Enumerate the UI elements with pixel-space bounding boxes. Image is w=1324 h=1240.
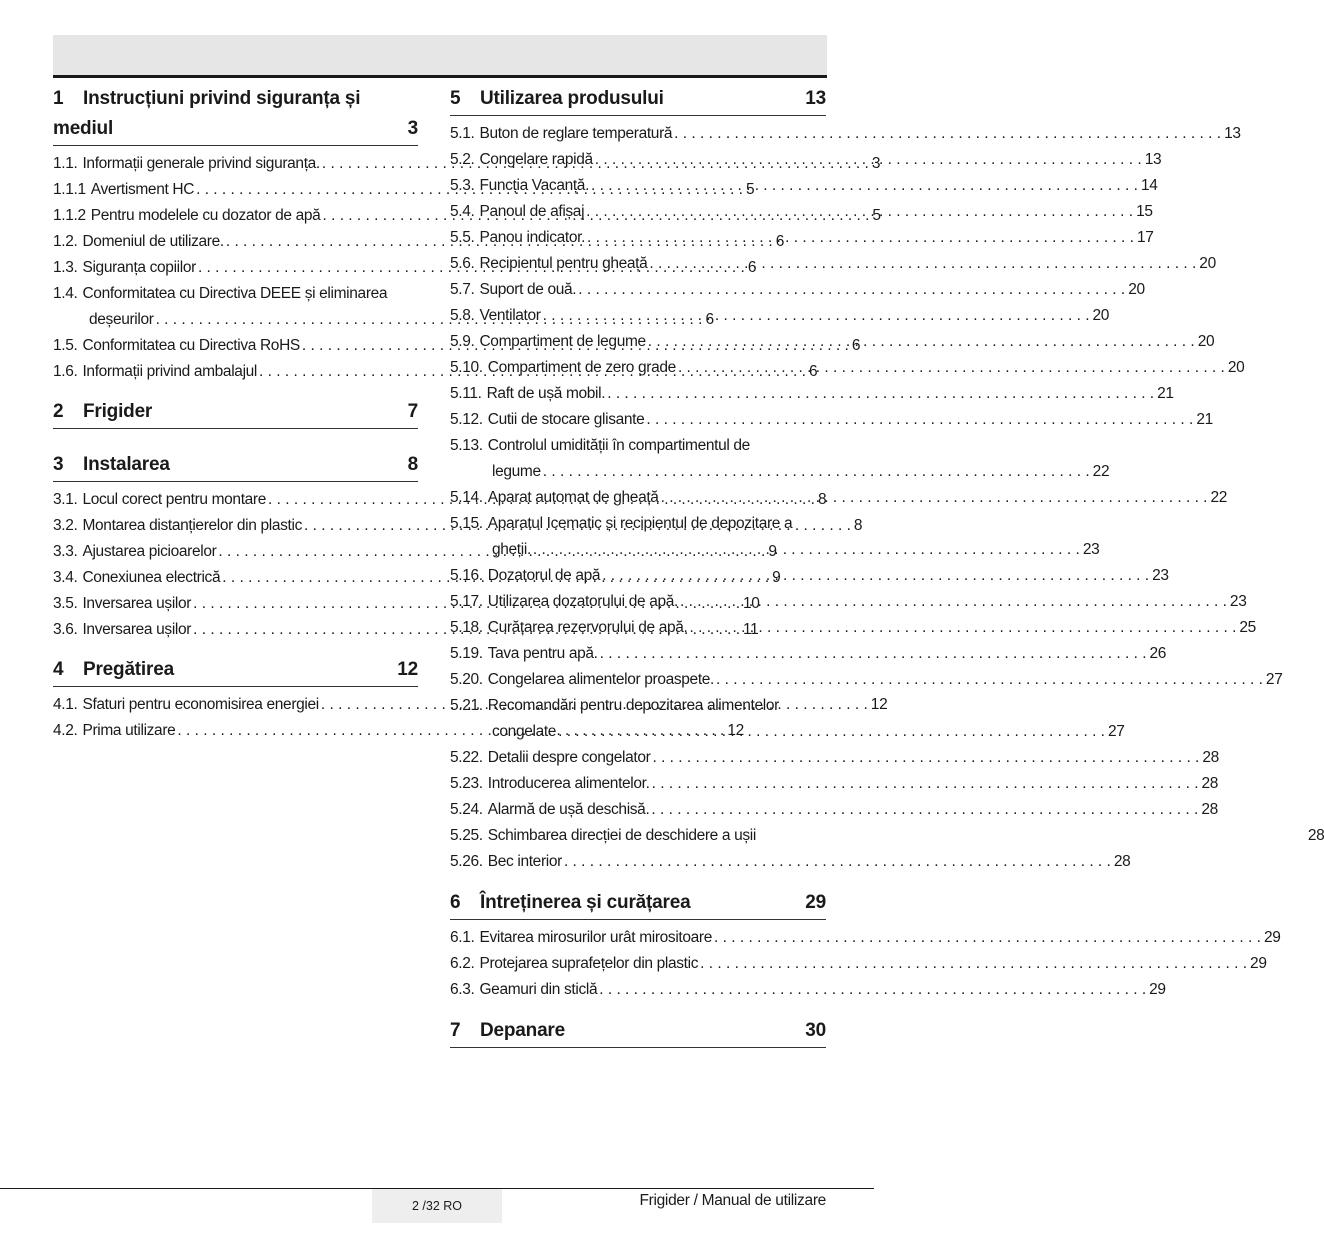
toc-entry[interactable] [450, 355, 1245, 381]
toc-entry[interactable] [450, 173, 1158, 199]
toc-entry-number: 5.4. [450, 203, 475, 220]
toc-entry-page: 22 [1210, 489, 1228, 506]
toc-entry-text: Raft de ușă mobil. [486, 385, 606, 402]
toc-entry-number: 5.13. [450, 437, 483, 454]
toc-section-heading[interactable] [450, 888, 826, 920]
toc-section-number: 4 [53, 659, 64, 680]
toc-entry-number: 5.25. [450, 827, 483, 844]
toc-entry-text: Congelarea alimentelor proaspete. [487, 671, 714, 688]
toc-section-heading-line [53, 84, 418, 114]
toc-entry-page: 20 [1128, 281, 1145, 298]
toc-entry-page: 12 [870, 696, 888, 713]
toc-entry-number: 6.3. [450, 981, 475, 998]
toc-entry-page: 22 [1092, 463, 1110, 480]
toc-entry-number: 5.1. [450, 125, 475, 142]
toc-entry-page: 28 [1201, 801, 1218, 818]
toc-entry-number: 1.6. [53, 363, 78, 380]
toc-dot-leader [649, 797, 1201, 823]
toc-entry-text-continued: legume [492, 463, 541, 480]
toc-dot-leader [585, 225, 1137, 251]
toc-entry-page: 20 [1197, 333, 1215, 350]
toc-dot-leader [589, 173, 1141, 199]
toc-entry-page: 28 [1201, 775, 1219, 792]
toc-section-title: Instrucțiuni privind siguranța și [83, 88, 361, 109]
toc-entry[interactable] [450, 147, 1162, 173]
toc-dot-leader [562, 849, 1114, 875]
toc-entry-page: 20 [1199, 255, 1216, 272]
toc-entry-text: Controlul umidității în compartimentul de [487, 437, 750, 454]
toc-entry[interactable] [450, 329, 1215, 355]
toc-dot-leader [650, 745, 1202, 771]
toc-entry-text: Panou indicator. [479, 229, 586, 246]
toc-entry[interactable] [450, 225, 1154, 251]
toc-entry-text: Avertisment HC [90, 181, 195, 198]
toc-dot-leader [712, 925, 1264, 951]
toc-section-heading[interactable] [53, 450, 418, 482]
toc-entry-page: 23 [1152, 567, 1169, 584]
toc-entry-page: 6 [705, 311, 714, 328]
toc-entry[interactable] [450, 511, 1100, 563]
toc-entry-text: Aparat automat de gheață [487, 489, 659, 506]
toc-entry-text: Sfaturi pentru economisirea energiei [82, 696, 319, 713]
toc-entry-number: 6.2. [450, 955, 475, 972]
toc-entry[interactable] [450, 251, 1216, 277]
toc-entry-number: 1.5. [53, 337, 78, 354]
toc-dot-leader [598, 641, 1150, 667]
toc-section-number: 1 [53, 88, 64, 109]
toc-entry-number: 5.5. [450, 229, 475, 246]
toc-entry-text: Conformitatea cu Directiva RoHS [82, 337, 300, 354]
toc-entry-line [450, 719, 1125, 745]
toc-entry[interactable] [450, 745, 1219, 771]
toc-entry-number: 1.2. [53, 233, 78, 250]
toc-entry-page: 26 [1149, 645, 1167, 662]
toc-entry-number: 3.6. [53, 621, 78, 638]
toc-dot-leader [644, 407, 1196, 433]
toc-entry-page: 14 [1140, 177, 1158, 194]
toc-section-number: 6 [450, 892, 461, 913]
toc-entry-number: 5.8. [450, 307, 475, 324]
toc-section-heading[interactable] [450, 84, 826, 116]
toc-entry-number: 1.1. [53, 155, 78, 172]
toc-dot-leader [541, 303, 1093, 329]
toc-entry-text: Siguranța copiilor [82, 259, 196, 276]
toc-entry-text: Detalii despre congelator [487, 749, 651, 766]
toc-entry-text: Locul corect pentru montare [82, 491, 267, 508]
toc-entry-page: 6 [808, 363, 818, 380]
toc-entry-page: 28 [1113, 853, 1131, 870]
toc-dot-leader [584, 199, 1136, 225]
toc-entry-number: 1.1.1 [53, 181, 86, 198]
toc-dot-leader [576, 277, 1128, 303]
toc-entry-line [450, 459, 1110, 485]
toc-entry-text: Curățarea rezervorului de apă. [487, 619, 688, 636]
toc-entry-number: 5.21. [450, 697, 483, 714]
toc-entry-text: Introducerea alimentelor. [487, 775, 650, 792]
toc-entry-page: 13 [1144, 151, 1162, 168]
toc-section-heading[interactable] [450, 1016, 826, 1048]
toc-entry-text: Pentru modelele cu dozator de apă [90, 207, 321, 224]
toc-entry-number: 6.1. [450, 929, 475, 946]
toc-entry-text: Buton de reglare temperatură [479, 125, 673, 142]
toc-dot-leader [531, 537, 1083, 563]
toc-entry-number: 5.23. [450, 775, 483, 792]
toc-entry[interactable] [450, 303, 1110, 329]
toc-entry-number: 5.17. [450, 593, 483, 610]
toc-dot-leader [672, 121, 1224, 147]
toc-dot-leader [556, 719, 1108, 745]
toc-entry-text: Ajustarea picioarelor [82, 543, 217, 560]
toc-dot-leader [597, 977, 1149, 1003]
toc-dot-leader [676, 355, 1228, 381]
toc-entry-number: 5.16. [450, 567, 483, 584]
toc-section-title: Pregătirea [83, 659, 174, 680]
toc-entry-number: 5.26. [450, 853, 483, 870]
toc-entry-number: 3.1. [53, 491, 78, 508]
toc-entry[interactable] [450, 951, 1267, 977]
toc-entry-page: 27 [1265, 671, 1283, 688]
toc-right-column [450, 84, 1324, 1053]
toc-entry-page: 8 [853, 517, 863, 534]
toc-entry-page: 23 [1082, 541, 1100, 558]
toc-entry-number: 5.7. [450, 281, 475, 298]
toc-entry-page: 10 [743, 595, 760, 612]
toc-entry-page: 29 [1263, 929, 1281, 946]
toc-entry-text: Alarmă de ușă deschisă. [487, 801, 650, 818]
toc-entry-number: 5.19. [450, 645, 483, 662]
toc-entry-page: 9 [768, 543, 777, 560]
toc-entry-line [450, 537, 1100, 563]
toc-entry-number: 5.6. [450, 255, 475, 272]
toc-entry-number: 5.9. [450, 333, 475, 350]
toc-entry[interactable] [450, 925, 1281, 951]
toc-entry-number: 5.14. [450, 489, 483, 506]
toc-entry-text: Recomandări pentru depozitarea alimentelor [487, 697, 779, 714]
toc-section-title: Frigider [83, 401, 153, 422]
toc-entry[interactable] [450, 563, 1169, 589]
toc-entry-page: 13 [1224, 125, 1241, 142]
toc-entry-text: Conexiunea electrică [82, 569, 221, 586]
toc-entry-number: 5.20. [450, 671, 483, 688]
toc-entry-number: 1.4. [53, 285, 78, 302]
toc-entry[interactable] [450, 407, 1213, 433]
toc-entry-page: 6 [851, 337, 861, 354]
toc-entry-text: Schimbarea direcției de deschidere a ușii [487, 827, 756, 844]
toc-entry[interactable] [450, 667, 1283, 693]
toc-section-page: 7 [407, 401, 418, 422]
toc-dot-leader [600, 563, 1152, 589]
toc-entry-number: 1.3. [53, 259, 78, 276]
toc-entry-page: 11 [743, 621, 759, 638]
toc-entry-page: 23 [1229, 593, 1247, 610]
toc-entry-number: 4.2. [53, 722, 78, 739]
toc-entry[interactable] [450, 277, 1145, 303]
toc-dot-leader [647, 251, 1199, 277]
toc-dot-leader [659, 485, 1211, 511]
toc-section-page: 8 [407, 454, 418, 475]
toc-entry-text: Dozatorul de apă [487, 567, 601, 584]
toc-section-title: Utilizarea produsului [480, 88, 664, 109]
toc-entry[interactable] [450, 823, 1324, 849]
footer-document-title: Frigider / Manual de utilizare [639, 1192, 826, 1209]
toc-dot-leader [605, 381, 1157, 407]
toc-entry-number: 5.11. [450, 385, 482, 402]
toc-section-title: mediul [53, 118, 114, 139]
toc-section-number: 5 [450, 88, 461, 109]
toc-entry-page: 28 [1202, 749, 1219, 766]
toc-entry-number: 4.1. [53, 696, 78, 713]
toc-entry-number: 5.24. [450, 801, 483, 818]
toc-entry-number: 1.1.2 [53, 207, 86, 224]
toc-section-number: 3 [53, 454, 64, 475]
toc-section-page: 12 [397, 659, 418, 680]
toc-entry[interactable] [450, 849, 1131, 875]
toc-dot-leader [714, 667, 1266, 693]
toc-entry[interactable] [450, 121, 1241, 147]
toc-section-heading-line [53, 114, 418, 144]
toc-entry-page: 5 [872, 207, 881, 224]
toc-entry-text: Tava pentru apă. [487, 645, 598, 662]
toc-entry[interactable] [450, 797, 1218, 823]
toc-section-title: Instalarea [83, 454, 170, 475]
toc-entry-text: Domeniul de utilizare. [82, 233, 224, 250]
footer-page-number: 2 /32 RO [372, 1189, 502, 1223]
toc-entry-page: 20 [1092, 307, 1110, 324]
toc-section-title: Întreținerea și curățarea [480, 892, 691, 913]
toc-entry-number: 3.4. [53, 569, 78, 586]
toc-dot-leader [678, 589, 1230, 615]
toc-section-page: 30 [805, 1020, 826, 1041]
toc-entry-page: 29 [1250, 955, 1267, 972]
toc-dot-leader [687, 615, 1239, 641]
toc-entry-number: 3.3. [53, 543, 78, 560]
toc-section-heading[interactable] [53, 84, 418, 146]
toc-entry-text: Suport de ouă. [479, 281, 577, 298]
toc-entry-text: Panoul de afișaj [479, 203, 585, 220]
toc-entry-text: Recipientul pentru gheață [479, 255, 648, 272]
toc-entry-text: Compartiment de legume [479, 333, 646, 350]
toc-entry-text: Montarea distanțierelor din plastic [82, 517, 302, 534]
toc-dot-leader [541, 459, 1093, 485]
toc-entry-text: Geamuri din sticlă [479, 981, 598, 998]
toc-entry-page: 29 [1149, 981, 1166, 998]
toc-entry-text: Congelare rapidă [479, 151, 593, 168]
toc-entry-text: Bec interior [487, 853, 562, 870]
toc-entry-page: 12 [727, 722, 744, 739]
toc-entry-page: 9 [772, 569, 781, 586]
toc-entry-number: 5.12. [450, 411, 483, 428]
toc-entry[interactable] [450, 485, 1228, 511]
toc-entry-number: 5.22. [450, 749, 483, 766]
toc-section-heading[interactable] [53, 397, 418, 429]
toc-entry-page: 25 [1239, 619, 1256, 636]
toc-entry-text: Ventilator [479, 307, 541, 324]
toc-entry[interactable] [450, 641, 1167, 667]
toc-dot-leader [593, 147, 1145, 173]
toc-entry-line [450, 433, 826, 459]
toc-section-page: 3 [407, 118, 418, 139]
toc-entry-page: 27 [1108, 723, 1125, 740]
toc-entry-page: 17 [1136, 229, 1154, 246]
header-bar [53, 35, 827, 78]
toc-entry[interactable] [450, 381, 1174, 407]
toc-dot-leader [646, 329, 1198, 355]
toc-entry-page: 3 [871, 155, 881, 172]
toc-section-page: 13 [805, 88, 826, 109]
toc-entry-text: Protejarea suprafețelor din plastic [479, 955, 699, 972]
toc-entry-page: 5 [746, 181, 755, 198]
toc-section-heading[interactable] [53, 655, 418, 687]
toc-entry-number: 3.2. [53, 517, 78, 534]
toc-entry-page: 20 [1227, 359, 1245, 376]
toc-entry-text: Inversarea ușilor [82, 621, 192, 638]
toc-entry-text: Aparatul Icematic și recipientul de depozitare a [487, 515, 793, 532]
toc-dot-leader [650, 771, 1202, 797]
toc-entry-line [53, 281, 418, 307]
toc-entry-page: 21 [1196, 411, 1213, 428]
toc-entry[interactable] [450, 615, 1256, 641]
toc-entry-text: Evitarea mirosurilor urât mirositoare [479, 929, 713, 946]
toc-entry-text-continued: congelate [492, 723, 557, 740]
toc-entry-line [450, 511, 826, 537]
toc-entry-number: 5.3. [450, 177, 475, 194]
toc-dot-leader [698, 951, 1250, 977]
toc-entry-page: 28 [1307, 827, 1324, 844]
toc-entry[interactable] [450, 771, 1219, 797]
toc-section-number: 7 [450, 1020, 461, 1041]
toc-entry-number: 5.2. [450, 151, 475, 168]
toc-entry-text: Inversarea ușilor [82, 595, 192, 612]
toc-entry-text: Utilizarea dozatorului de apă. [487, 593, 678, 610]
toc-entry-page: 21 [1157, 385, 1174, 402]
toc-entry-text: Cutii de stocare glisante [487, 411, 645, 428]
toc-entry[interactable] [450, 589, 1247, 615]
toc-section-title: Depanare [480, 1020, 565, 1041]
toc-entry-number: 5.15. [450, 515, 483, 532]
toc-entry-text: Funcția Vacanță. [479, 177, 590, 194]
toc-entry-text-continued: gheții. [492, 541, 531, 558]
toc-entry[interactable] [450, 199, 1153, 225]
toc-entry-page: 8 [817, 491, 827, 508]
toc-entry[interactable] [450, 433, 1110, 485]
toc-entry-text: Prima utilizare [82, 722, 176, 739]
toc-entry-text: Informații generale privind siguranța. [82, 155, 320, 172]
toc-entry-text: Compartiment de zero grade [487, 359, 676, 376]
toc-entry-line [450, 693, 826, 719]
toc-entry-text-continued: deșeurilor [89, 311, 154, 328]
toc-entry[interactable] [450, 977, 1166, 1003]
toc-entry-page: 6 [775, 233, 785, 250]
toc-entry-text: Conformitatea cu Directiva DEEE și eliminarea [82, 285, 388, 302]
toc-entry-text: Informații privind ambalajul [82, 363, 258, 380]
toc-entry-number: 3.5. [53, 595, 78, 612]
toc-entry-number: 5.18. [450, 619, 483, 636]
toc-section-page: 29 [805, 892, 826, 913]
toc-section-number: 2 [53, 401, 64, 422]
toc-entry-page: 6 [747, 259, 757, 276]
toc-entry-number: 5.10. [450, 359, 483, 376]
toc-entry-page: 15 [1136, 203, 1153, 220]
